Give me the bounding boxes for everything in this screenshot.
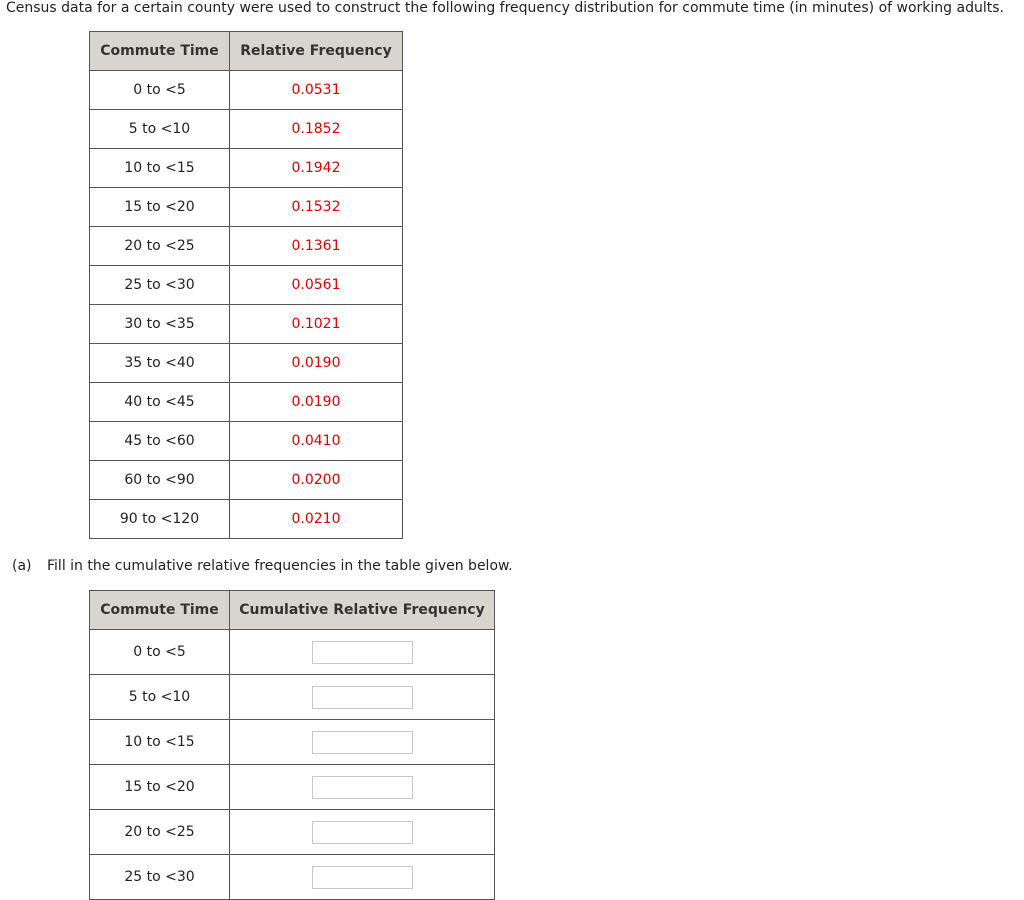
header-relative-frequency: Relative Frequency (230, 32, 403, 71)
commute-time-cell: 40 to <45 (90, 383, 230, 422)
table-row (90, 227, 403, 266)
intro-text: Census data for a certain county were used to construct the following frequency distribution for commute time (in minutes) of working adults. (6, 0, 1004, 16)
table-row (90, 71, 403, 110)
commute-time-cell: 10 to <15 (90, 149, 230, 188)
table-row (90, 765, 495, 810)
answer-input[interactable] (312, 866, 413, 889)
commute-time-cell: 45 to <60 (90, 422, 230, 461)
table-row (90, 266, 403, 305)
table-row (90, 630, 495, 675)
commute-time-cell: 20 to <25 (90, 810, 230, 855)
commute-time-cell: 20 to <25 (90, 227, 230, 266)
table-row (90, 383, 403, 422)
answer-cell (230, 810, 495, 855)
part-a-text: Fill in the cumulative relative frequencies in the table given below. (47, 558, 513, 574)
commute-time-cell: 60 to <90 (90, 461, 230, 500)
relative-frequency-cell: 0.1532 (230, 188, 403, 227)
relative-frequency-cell: 0.0210 (230, 500, 403, 539)
commute-time-cell: 5 to <10 (90, 110, 230, 149)
answer-input[interactable] (312, 641, 413, 664)
relative-frequency-cell: 0.1942 (230, 149, 403, 188)
relative-frequency-cell: 0.1361 (230, 227, 403, 266)
answer-input[interactable] (312, 776, 413, 799)
cumulative-table (89, 590, 495, 900)
answer-input[interactable] (312, 686, 413, 709)
answer-cell (230, 675, 495, 720)
table-row (90, 461, 403, 500)
table-row (90, 720, 495, 765)
table-row (90, 500, 403, 539)
commute-time-cell: 15 to <20 (90, 765, 230, 810)
cumulative-table-header-row (90, 591, 495, 630)
table-row (90, 305, 403, 344)
table-row (90, 344, 403, 383)
part-a-instruction (12, 558, 513, 574)
answer-input[interactable] (312, 821, 413, 844)
frequency-table-header-row (90, 32, 403, 71)
table-row (90, 149, 403, 188)
header-commute-time: Commute Time (90, 32, 230, 71)
answer-cell (230, 720, 495, 765)
commute-time-cell: 15 to <20 (90, 188, 230, 227)
answer-input[interactable] (312, 731, 413, 754)
commute-time-cell: 25 to <30 (90, 855, 230, 900)
commute-time-cell: 30 to <35 (90, 305, 230, 344)
relative-frequency-cell: 0.1021 (230, 305, 403, 344)
answer-cell (230, 855, 495, 900)
commute-time-cell: 35 to <40 (90, 344, 230, 383)
commute-time-cell: 90 to <120 (90, 500, 230, 539)
table-row (90, 810, 495, 855)
part-a-label: (a) (12, 558, 32, 574)
commute-time-cell: 10 to <15 (90, 720, 230, 765)
answer-cell (230, 765, 495, 810)
answer-cell (230, 630, 495, 675)
relative-frequency-cell: 0.0410 (230, 422, 403, 461)
table-row (90, 110, 403, 149)
header-commute-time: Commute Time (90, 591, 230, 630)
header-cumulative-relative-frequency: Cumulative Relative Frequency (230, 591, 495, 630)
relative-frequency-cell: 0.1852 (230, 110, 403, 149)
frequency-table (89, 31, 403, 539)
relative-frequency-cell: 0.0190 (230, 383, 403, 422)
table-row (90, 422, 403, 461)
commute-time-cell: 0 to <5 (90, 71, 230, 110)
commute-time-cell: 5 to <10 (90, 675, 230, 720)
table-row (90, 188, 403, 227)
relative-frequency-cell: 0.0561 (230, 266, 403, 305)
relative-frequency-cell: 0.0531 (230, 71, 403, 110)
commute-time-cell: 0 to <5 (90, 630, 230, 675)
relative-frequency-cell: 0.0200 (230, 461, 403, 500)
table-row (90, 675, 495, 720)
table-row (90, 855, 495, 900)
commute-time-cell: 25 to <30 (90, 266, 230, 305)
relative-frequency-cell: 0.0190 (230, 344, 403, 383)
